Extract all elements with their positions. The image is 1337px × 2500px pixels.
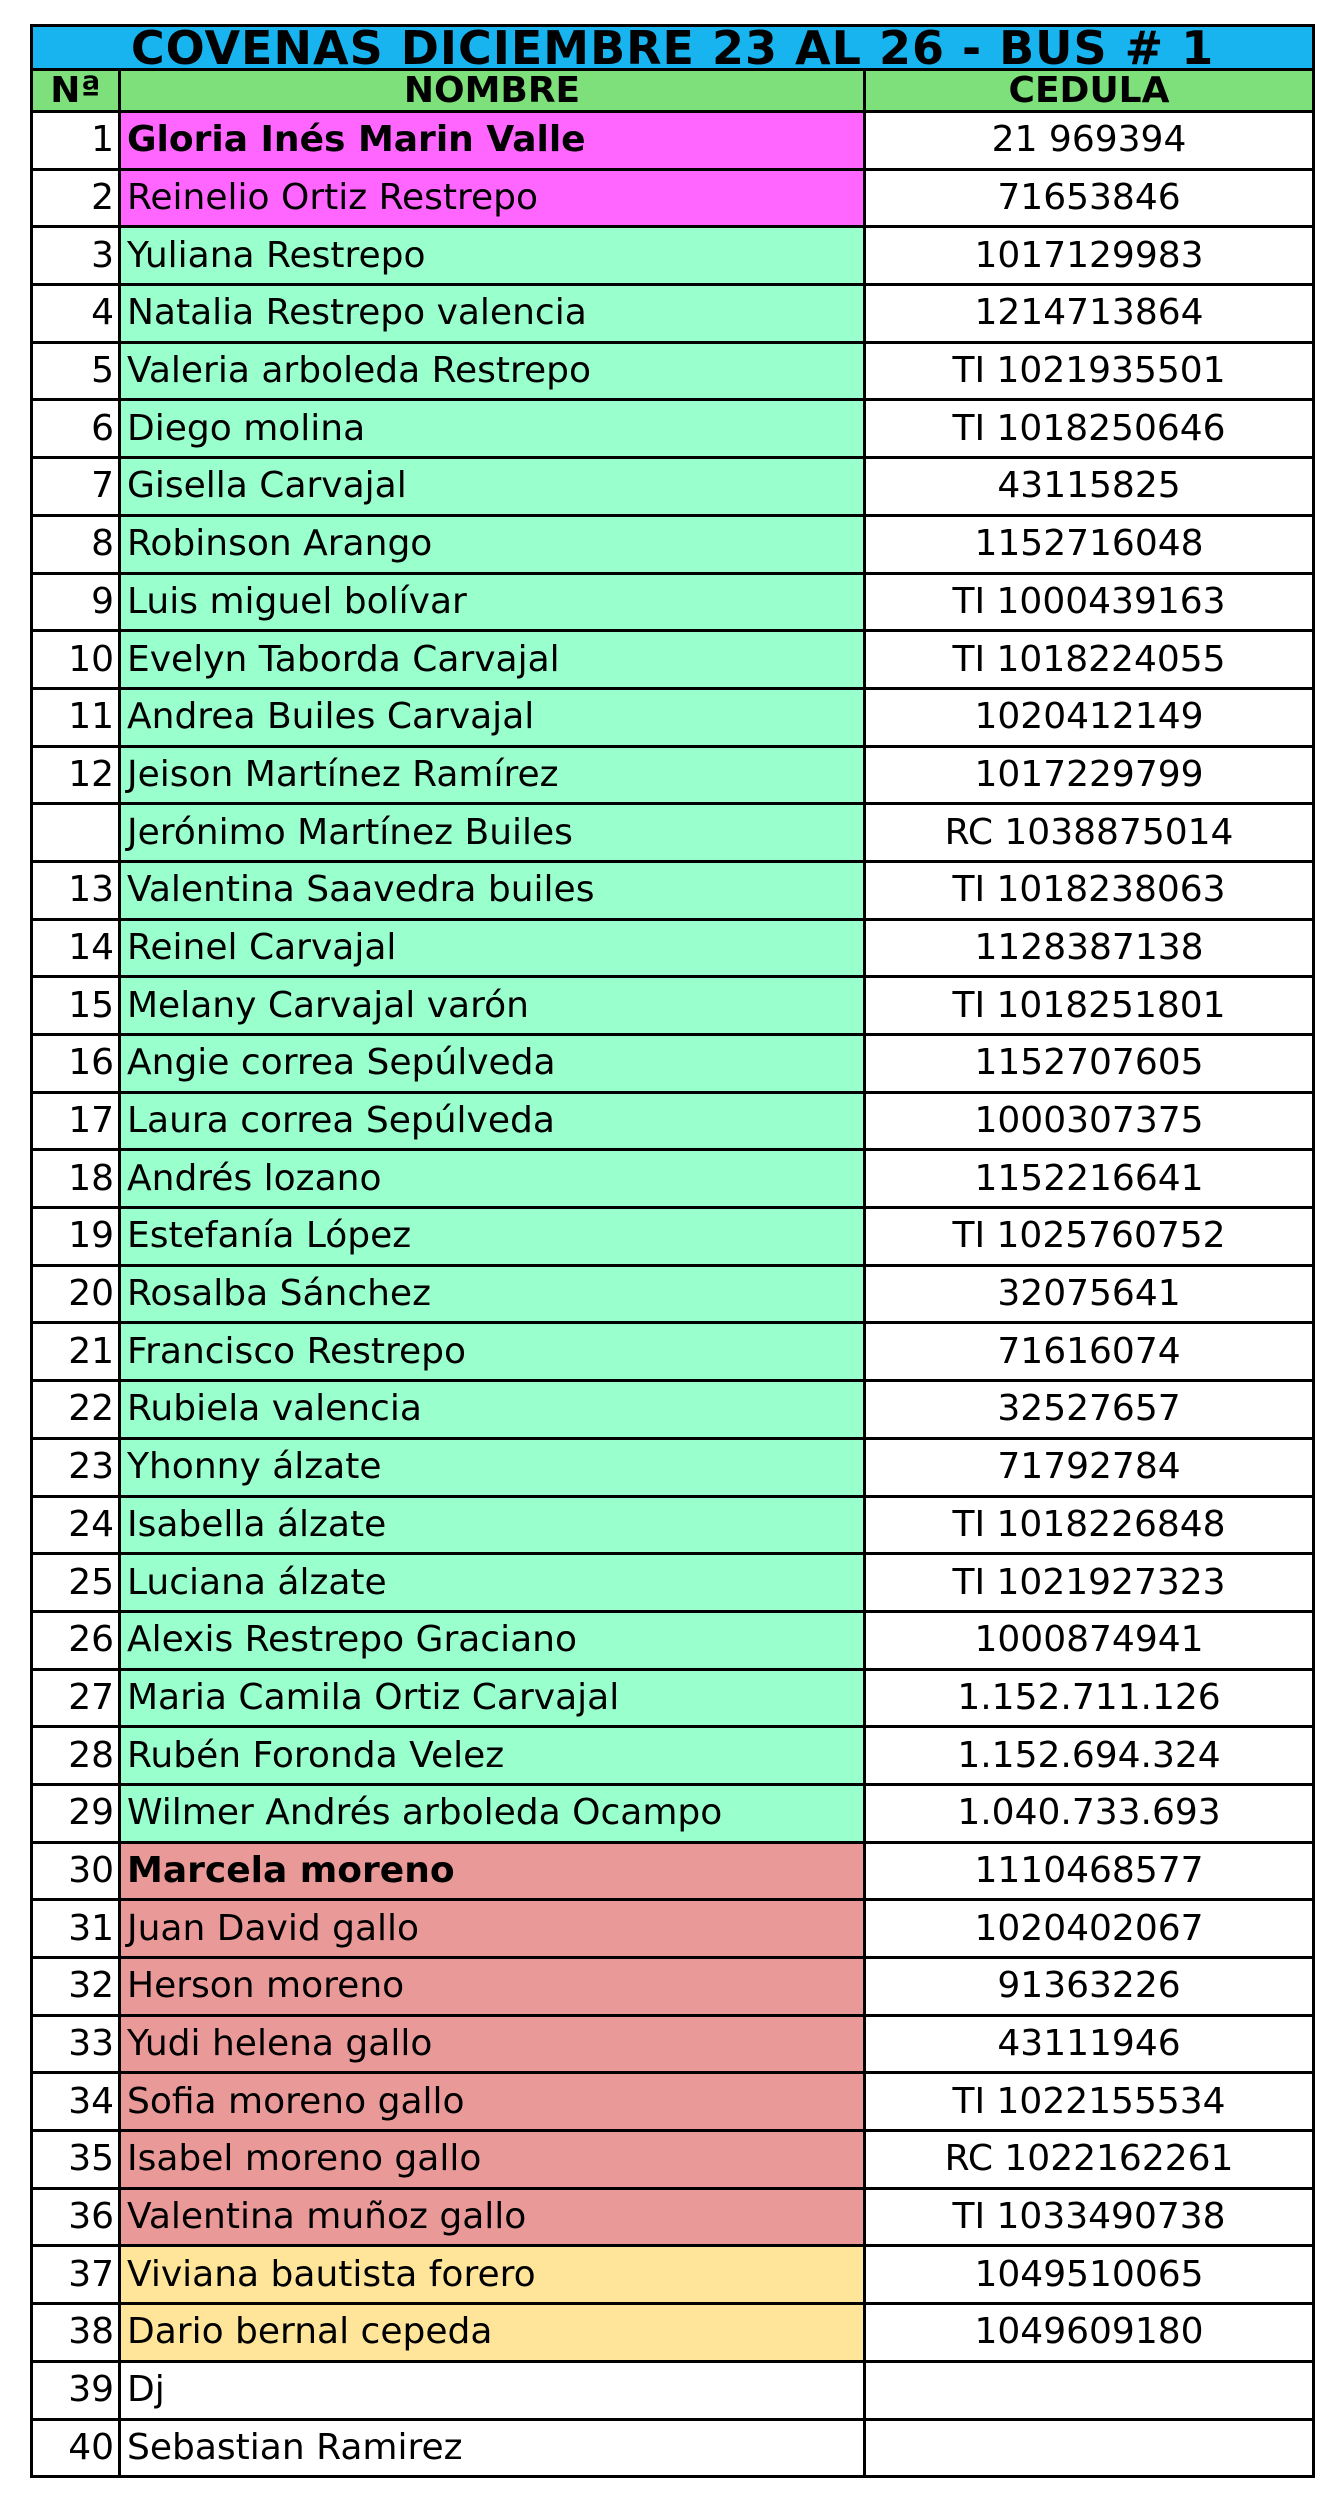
table-row [32,1669,1314,1727]
table-row [32,2419,1314,2477]
row-number-cell [32,804,120,862]
row-number-cell: 39 [32,2361,120,2419]
row-number-cell: 18 [32,1150,120,1208]
cedula-cell: 1020412149 [865,688,1314,746]
cedula-cell: TI 1025760752 [865,1208,1314,1266]
table-row [32,688,1314,746]
row-number-cell: 10 [32,631,120,689]
name-cell: Dario bernal cepeda [120,2304,865,2362]
name-cell: Valeria arboleda Restrepo [120,342,865,400]
name-cell: Diego molina [120,400,865,458]
name-cell: Luciana álzate [120,1554,865,1612]
name-cell: Isabel moreno gallo [120,2131,865,2189]
column-header-name: NOMBRE [120,70,865,112]
cedula-cell: 1.152.711.126 [865,1669,1314,1727]
table-row [32,1092,1314,1150]
row-number-cell: 28 [32,1727,120,1785]
table-row [32,1900,1314,1958]
row-number-cell: 7 [32,458,120,516]
table-row [32,2073,1314,2131]
cedula-cell: 1.040.733.693 [865,1784,1314,1842]
row-number-cell: 12 [32,746,120,804]
name-cell: Alexis Restrepo Graciano [120,1611,865,1669]
table-row [32,1208,1314,1266]
name-cell: Jeison Martínez Ramírez [120,746,865,804]
cedula-cell: 1214713864 [865,285,1314,343]
row-number-cell: 21 [32,1323,120,1381]
table-row [32,1496,1314,1554]
cedula-cell: TI 1000439163 [865,573,1314,631]
cedula-cell: 1000874941 [865,1611,1314,1669]
name-cell: Sebastian Ramirez [120,2419,865,2477]
row-number-cell: 8 [32,515,120,573]
row-number-cell: 31 [32,1900,120,1958]
cedula-cell: 1049510065 [865,2246,1314,2304]
table-row [32,1150,1314,1208]
cedula-cell: 43111946 [865,2015,1314,2073]
table-row [32,746,1314,804]
name-cell: Laura correa Sepúlveda [120,1092,865,1150]
cedula-cell: 1017129983 [865,227,1314,285]
table-row [32,1842,1314,1900]
table-row [32,400,1314,458]
name-cell: Valentina Saavedra builes [120,861,865,919]
row-number-cell: 23 [32,1438,120,1496]
header-row [32,70,1314,112]
row-number-cell: 26 [32,1611,120,1669]
name-cell: Wilmer Andrés arboleda Ocampo [120,1784,865,1842]
row-number-cell: 20 [32,1265,120,1323]
row-number-cell: 22 [32,1381,120,1439]
name-cell: Jerónimo Martínez Builes [120,804,865,862]
cedula-cell: 32075641 [865,1265,1314,1323]
table-row [32,977,1314,1035]
name-cell: Yudi helena gallo [120,2015,865,2073]
cedula-cell: RC 1022162261 [865,2131,1314,2189]
name-cell: Evelyn Taborda Carvajal [120,631,865,689]
row-number-cell: 1 [32,112,120,170]
cedula-cell: 32527657 [865,1381,1314,1439]
name-cell: Marcela moreno [120,1842,865,1900]
name-cell: Natalia Restrepo valencia [120,285,865,343]
name-cell: Melany Carvajal varón [120,977,865,1035]
table-row [32,2015,1314,2073]
cedula-cell: 71616074 [865,1323,1314,1381]
row-number-cell: 37 [32,2246,120,2304]
table-row [32,573,1314,631]
cedula-cell: 1110468577 [865,1842,1314,1900]
row-number-cell: 36 [32,2188,120,2246]
cedula-cell: TI 1021935501 [865,342,1314,400]
column-header-cedula: CEDULA [865,70,1314,112]
table-row [32,919,1314,977]
cedula-cell: 1152716048 [865,515,1314,573]
name-cell: Reinelio Ortiz Restrepo [120,169,865,227]
row-number-cell: 33 [32,2015,120,2073]
table-row [32,1035,1314,1093]
table-row [32,2304,1314,2362]
table-row [32,227,1314,285]
cedula-cell: RC 1038875014 [865,804,1314,862]
cedula-cell: TI 1018250646 [865,400,1314,458]
name-cell: Rubén Foronda Velez [120,1727,865,1785]
table-row [32,1784,1314,1842]
table-row [32,1265,1314,1323]
name-cell: Dj [120,2361,865,2419]
cedula-cell: 1017229799 [865,746,1314,804]
cedula-cell: TI 1018224055 [865,631,1314,689]
name-cell: Yhonny álzate [120,1438,865,1496]
name-cell: Reinel Carvajal [120,919,865,977]
name-cell: Gisella Carvajal [120,458,865,516]
row-number-cell: 29 [32,1784,120,1842]
name-cell: Estefanía López [120,1208,865,1266]
sheet-title: COVENAS DICIEMBRE 23 AL 26 - BUS # 1 [32,26,1314,70]
row-number-cell: 14 [32,919,120,977]
name-cell: Juan David gallo [120,1900,865,1958]
table-row [32,2361,1314,2419]
table-row [32,1611,1314,1669]
table-row [32,2188,1314,2246]
cedula-cell [865,2419,1314,2477]
table-row [32,169,1314,227]
table-row [32,2246,1314,2304]
table-row [32,342,1314,400]
table-body [32,112,1314,2477]
cedula-cell [865,2361,1314,2419]
name-cell: Gloria Inés Marin Valle [120,112,865,170]
row-number-cell: 6 [32,400,120,458]
cedula-cell: 71653846 [865,169,1314,227]
cedula-cell: 71792784 [865,1438,1314,1496]
table-row [32,285,1314,343]
row-number-cell: 25 [32,1554,120,1612]
name-cell: Luis miguel bolívar [120,573,865,631]
row-number-cell: 27 [32,1669,120,1727]
name-cell: Robinson Arango [120,515,865,573]
table-row [32,861,1314,919]
table-row [32,2131,1314,2189]
name-cell: Viviana bautista forero [120,2246,865,2304]
row-number-cell: 16 [32,1035,120,1093]
name-cell: Sofia moreno gallo [120,2073,865,2131]
name-cell: Valentina muñoz gallo [120,2188,865,2246]
row-number-cell: 40 [32,2419,120,2477]
name-cell: Andrés lozano [120,1150,865,1208]
name-cell: Isabella álzate [120,1496,865,1554]
name-cell: Andrea Builes Carvajal [120,688,865,746]
table-row [32,804,1314,862]
cedula-cell: TI 1018238063 [865,861,1314,919]
cedula-cell: TI 1021927323 [865,1554,1314,1612]
name-cell: Angie correa Sepúlveda [120,1035,865,1093]
cedula-cell: TI 1033490738 [865,2188,1314,2246]
cedula-cell: 1000307375 [865,1092,1314,1150]
row-number-cell: 24 [32,1496,120,1554]
cedula-cell: 1152216641 [865,1150,1314,1208]
cedula-cell: 91363226 [865,1958,1314,2016]
cedula-cell: 43115825 [865,458,1314,516]
passenger-list-table [30,24,1315,2478]
name-cell: Yuliana Restrepo [120,227,865,285]
table-row [32,458,1314,516]
table-row [32,1438,1314,1496]
table-row [32,1958,1314,2016]
cedula-cell: TI 1018226848 [865,1496,1314,1554]
name-cell: Herson moreno [120,1958,865,2016]
cedula-cell: 1049609180 [865,2304,1314,2362]
row-number-cell: 15 [32,977,120,1035]
table-row [32,1381,1314,1439]
cedula-cell: 1.152.694.324 [865,1727,1314,1785]
table-row [32,1727,1314,1785]
title-row [32,26,1314,70]
row-number-cell: 38 [32,2304,120,2362]
column-header-number: Nª [32,70,120,112]
name-cell: Rosalba Sánchez [120,1265,865,1323]
row-number-cell: 3 [32,227,120,285]
cedula-cell: 1020402067 [865,1900,1314,1958]
cedula-cell: 1152707605 [865,1035,1314,1093]
row-number-cell: 30 [32,1842,120,1900]
cedula-cell: 1128387138 [865,919,1314,977]
row-number-cell: 4 [32,285,120,343]
row-number-cell: 35 [32,2131,120,2189]
cedula-cell: TI 1022155534 [865,2073,1314,2131]
table-row [32,515,1314,573]
name-cell: Rubiela valencia [120,1381,865,1439]
row-number-cell: 13 [32,861,120,919]
row-number-cell: 34 [32,2073,120,2131]
row-number-cell: 17 [32,1092,120,1150]
name-cell: Maria Camila Ortiz Carvajal [120,1669,865,1727]
row-number-cell: 5 [32,342,120,400]
table-row [32,631,1314,689]
row-number-cell: 2 [32,169,120,227]
table-row [32,1323,1314,1381]
row-number-cell: 19 [32,1208,120,1266]
table-row [32,1554,1314,1612]
cedula-cell: TI 1018251801 [865,977,1314,1035]
row-number-cell: 9 [32,573,120,631]
table-row [32,112,1314,170]
row-number-cell: 32 [32,1958,120,2016]
row-number-cell: 11 [32,688,120,746]
name-cell: Francisco Restrepo [120,1323,865,1381]
cedula-cell: 21 969394 [865,112,1314,170]
